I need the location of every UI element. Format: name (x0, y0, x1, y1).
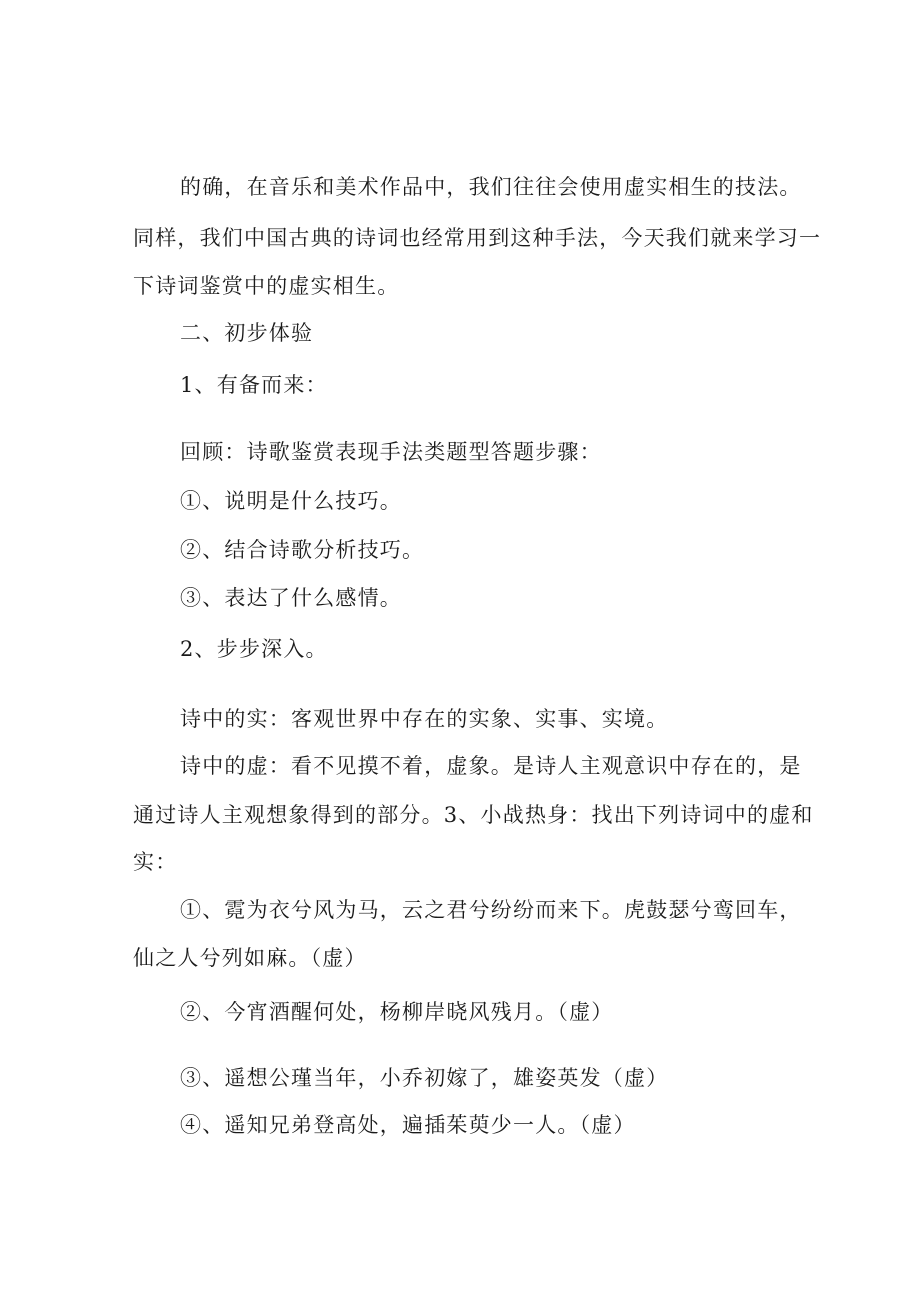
paragraph-line: 同样，我们中国古典的诗词也经常用到这种手法，今天我们就来学习一 (133, 226, 822, 250)
list-item: ②、今宵酒醒何处，杨柳岸晓风残月。（虚） (180, 1000, 614, 1024)
list-item: ③、表达了什么感情。 (180, 586, 402, 610)
list-item: ②、结合诗歌分析技巧。 (180, 538, 425, 562)
list-item: ①、霓为衣兮风为马，云之君兮纷纷而来下。虎鼓瑟兮鸾回车， (180, 898, 802, 922)
paragraph-line: 诗中的虚：看不见摸不着，虚象。是诗人主观意识中存在的，是 (180, 754, 802, 778)
paragraph-line: 回顾：诗歌鉴赏表现手法类题型答题步骤： (180, 440, 602, 464)
subsection-heading: 2、步步深入。 (180, 637, 328, 661)
list-item: 仙之人兮列如麻。（虚） (133, 946, 367, 970)
paragraph-line: 实： (133, 850, 178, 874)
list-item: ①、说明是什么技巧。 (180, 489, 402, 513)
paragraph-line: 下诗词鉴赏中的虚实相生。 (133, 274, 400, 298)
paragraph-line: 的确，在音乐和美术作品中，我们往往会使用虚实相生的技法。 (180, 175, 802, 199)
paragraph-line: 通过诗人主观想象得到的部分。3、小战热身：找出下列诗词中的虚和 (133, 803, 814, 827)
paragraph-line: 诗中的实：客观世界中存在的实象、实事、实境。 (180, 707, 669, 731)
list-item: ④、遥知兄弟登高处，遍插茱萸少一人。（虚） (180, 1113, 636, 1137)
section-heading: 二、初步体验 (180, 321, 314, 345)
list-item: ③、遥想公瑾当年，小乔初嫁了，雄姿英发（虚） (180, 1066, 669, 1090)
subsection-heading: 1、有备而来： (180, 373, 328, 397)
